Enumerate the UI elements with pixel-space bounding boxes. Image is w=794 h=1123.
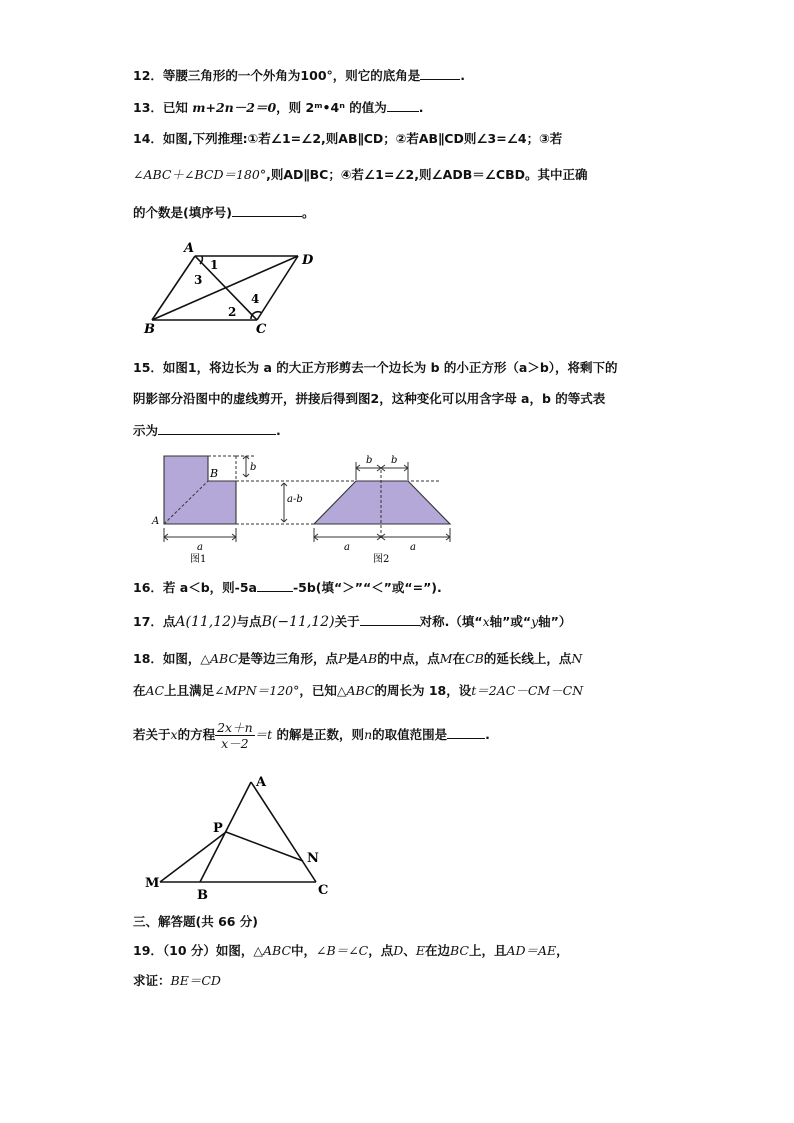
q14-parallelogram-figure [140, 240, 330, 335]
q14-angle-2: 2 [228, 305, 237, 319]
q13-number: 13． [133, 100, 163, 115]
q19-l1g: 、 [403, 943, 416, 958]
q15-line1: 如图1，将边长为 a 的大正方形剪去一个边长为 b 的小正方形（a＞b），将剩下的 [162, 360, 618, 375]
q18-l1j: CB [465, 651, 484, 666]
q14-angle-4: 4 [251, 292, 260, 306]
q15-line3: 示为 [133, 423, 159, 438]
question-15-line-2 [133, 391, 605, 407]
q18-l2a: 在 [133, 683, 146, 698]
q18-l1l: N [571, 651, 583, 666]
q14-label-A: A [184, 241, 195, 256]
q16-text-a: 若 a＜b，则-5a [162, 580, 257, 595]
q19-l2a: 求证： [133, 973, 171, 988]
q18-l1k: 的延长线上，点 [483, 651, 572, 666]
q13-text-a: 已知 [162, 100, 188, 115]
fig2-label-a-right: a [410, 542, 416, 553]
q14-line2-text: ,则AD∥BC；④若∠1=∠2,则∠ADB＝∠CBD。其中正确 [266, 167, 588, 182]
q18-l2c: 上且满足 [164, 683, 215, 698]
q15-answer-blank[interactable] [158, 422, 276, 435]
q18-side-ac [251, 782, 316, 882]
q12-end: . [460, 68, 466, 83]
q19-number: 19． [133, 943, 163, 958]
q15-line2: 阴影部分沿图中的虚线剪开，拼接后得到图2，这种变化可以用含字母 a，b 的等式表 [133, 391, 606, 406]
fig1-caption: 图1 [190, 554, 207, 565]
q16-text-b: -5b(填“＞”“＜”或“=”). [292, 580, 442, 595]
q19-l1j: BC [449, 943, 469, 958]
q14-line2-math: ∠ABC＋∠BCD＝180° [133, 167, 267, 182]
q18-l1a: 如图， [162, 651, 201, 666]
q18-l2f: △ABC [336, 683, 375, 698]
question-18-line-3 [133, 718, 490, 752]
fig1-label-B: B [210, 467, 219, 480]
q16-answer-blank[interactable] [257, 579, 293, 592]
q17-text-d: 对称.（填“ [419, 614, 483, 629]
q18-fraction-denominator: x－2 [221, 736, 249, 751]
q18-l3c: 的方程 [177, 727, 216, 742]
q15-end: . [276, 423, 281, 438]
question-18-line-2 [133, 683, 583, 699]
q15-figures [150, 450, 470, 565]
q18-label-N: N [307, 851, 319, 866]
q18-label-B: B [197, 888, 208, 903]
q17-text-a: 点 [162, 614, 176, 629]
q19-l1b: △ABC [253, 943, 292, 958]
fig2-label-b-left: b [366, 455, 373, 466]
q18-l2b: AC [145, 683, 165, 698]
q19-l1h: E [415, 943, 425, 958]
question-17 [133, 613, 571, 630]
q19-l1a: （10 分）如图， [162, 943, 254, 958]
q14-angle-1: 1 [210, 258, 219, 272]
q18-l1i: 在 [452, 651, 466, 666]
fig1-label-A: A [152, 516, 160, 527]
q12-answer-blank[interactable] [420, 67, 460, 80]
fig1-label-a: a [197, 542, 203, 553]
q19-l1c: 中， [291, 943, 317, 958]
q18-l2g: 的周长为 18，设 [374, 683, 472, 698]
q17-number: 17． [133, 614, 163, 629]
q12-degree: 100° [300, 68, 333, 83]
q17-answer-blank[interactable] [360, 613, 420, 626]
q14-line3: 的个数是(填序号) [133, 205, 232, 220]
question-15-line-3 [133, 422, 281, 439]
question-14-line-2 [133, 167, 588, 183]
q14-label-B: B [144, 322, 155, 335]
q18-l2h: t＝2AC－CM－CN [471, 683, 584, 698]
fig2-caption: 图2 [373, 554, 390, 565]
q18-l1d: P [338, 651, 347, 666]
question-14-line-1 [133, 131, 562, 147]
q18-triangle-figure [140, 772, 340, 907]
q18-label-M: M [145, 876, 160, 891]
q18-segment-pm [160, 832, 226, 882]
section-3-heading: 三、解答题(共 66 分) [133, 914, 259, 929]
q13-end: . [418, 100, 424, 115]
q17-text-f: 轴”） [538, 614, 572, 629]
q18-l1h: M [439, 651, 453, 666]
q14-answer-blank[interactable] [232, 204, 302, 217]
question-19-line-1 [133, 943, 569, 959]
q17-point-a: A(11,12) [175, 614, 237, 630]
q14-label-D: D [302, 253, 314, 268]
q18-label-P: P [213, 821, 223, 836]
q13-expression: 2ᵐ•4ⁿ [305, 100, 345, 115]
q16-number: 16． [133, 580, 163, 595]
q18-label-A: A [256, 775, 267, 790]
q18-answer-blank[interactable] [447, 726, 485, 739]
q18-l3b: x [170, 727, 178, 742]
q18-l1b: △ABC [200, 651, 239, 666]
q13-answer-blank[interactable] [387, 99, 419, 112]
q12-text-b: ，则它的底角是 [332, 68, 421, 83]
q13-equation: m+2n－2＝0 [192, 100, 277, 115]
q17-y: y [531, 614, 539, 629]
q19-l1e: ，点 [368, 943, 394, 958]
q17-x: x [482, 614, 490, 629]
fig-label-a-minus-b: a-b [287, 494, 303, 505]
q18-label-C: C [318, 883, 329, 898]
fig2-label-a-left: a [344, 542, 350, 553]
q14-label-C: C [256, 322, 267, 335]
q17-text-e: 轴”或“ [489, 614, 532, 629]
q19-l2b: BE＝CD [170, 973, 221, 988]
q17-text-b: 与点 [236, 614, 262, 629]
q15-number: 15． [133, 360, 163, 375]
q18-l1c: 是等边三角形，点 [238, 651, 339, 666]
q12-text-a: 等腰三角形的一个外角为 [162, 68, 301, 83]
question-18-line-1 [133, 651, 582, 667]
q14-line1: 如图,下列推理:①若∠1=∠2,则AB∥CD；②若AB∥CD则∠3=∠4；③若 [162, 131, 563, 146]
fig2-label-b-right: b [391, 455, 398, 466]
question-16 [133, 579, 442, 596]
q17-point-b: B(−11,12) [261, 614, 335, 630]
q14-end: 。 [301, 205, 315, 220]
q18-l2d: ∠MPN＝120° [214, 683, 300, 698]
q18-l3g: 的取值范围是 [372, 727, 448, 742]
question-19-line-2 [133, 973, 221, 989]
q18-l3e: 的解是正数，则 [276, 727, 365, 742]
q18-l3h: . [485, 727, 490, 742]
fig1-shaded-region [164, 456, 236, 524]
q12-number: 12． [133, 68, 163, 83]
question-15-line-1 [133, 360, 618, 376]
fig2-trapezoid [314, 481, 450, 524]
q18-l1f: AB [359, 651, 378, 666]
q18-l2e: ，已知 [299, 683, 337, 698]
question-13 [133, 99, 424, 116]
q18-l3a: 若关于 [133, 727, 171, 742]
q19-l1d: ∠B＝∠C [316, 943, 369, 958]
fig1-label-b: b [250, 462, 257, 473]
q18-l3f: n [364, 727, 373, 742]
q19-l1m: ， [556, 943, 569, 958]
q14-number: 14． [133, 131, 163, 146]
q18-l3d: ＝t [254, 727, 273, 742]
q19-l1i: 在边 [424, 943, 450, 958]
question-14-line-3 [133, 204, 314, 221]
question-12 [133, 67, 465, 84]
q17-text-c: 关于 [334, 614, 360, 629]
q19-l1l: AD＝AE [506, 943, 557, 958]
q18-segment-pn [226, 832, 303, 861]
q18-fraction [215, 720, 255, 751]
q18-l1g: 的中点，点 [377, 651, 440, 666]
q18-number: 18． [133, 651, 163, 666]
q13-text-b: ，则 [276, 100, 302, 115]
q19-l1k: 上，且 [468, 943, 507, 958]
q13-text-c: 的值为 [349, 100, 387, 115]
q19-l1f: D [393, 943, 404, 958]
q18-l1e: 是 [346, 651, 359, 666]
q18-fraction-numerator: 2x＋n [217, 720, 253, 735]
q14-angle-3: 3 [194, 273, 203, 287]
